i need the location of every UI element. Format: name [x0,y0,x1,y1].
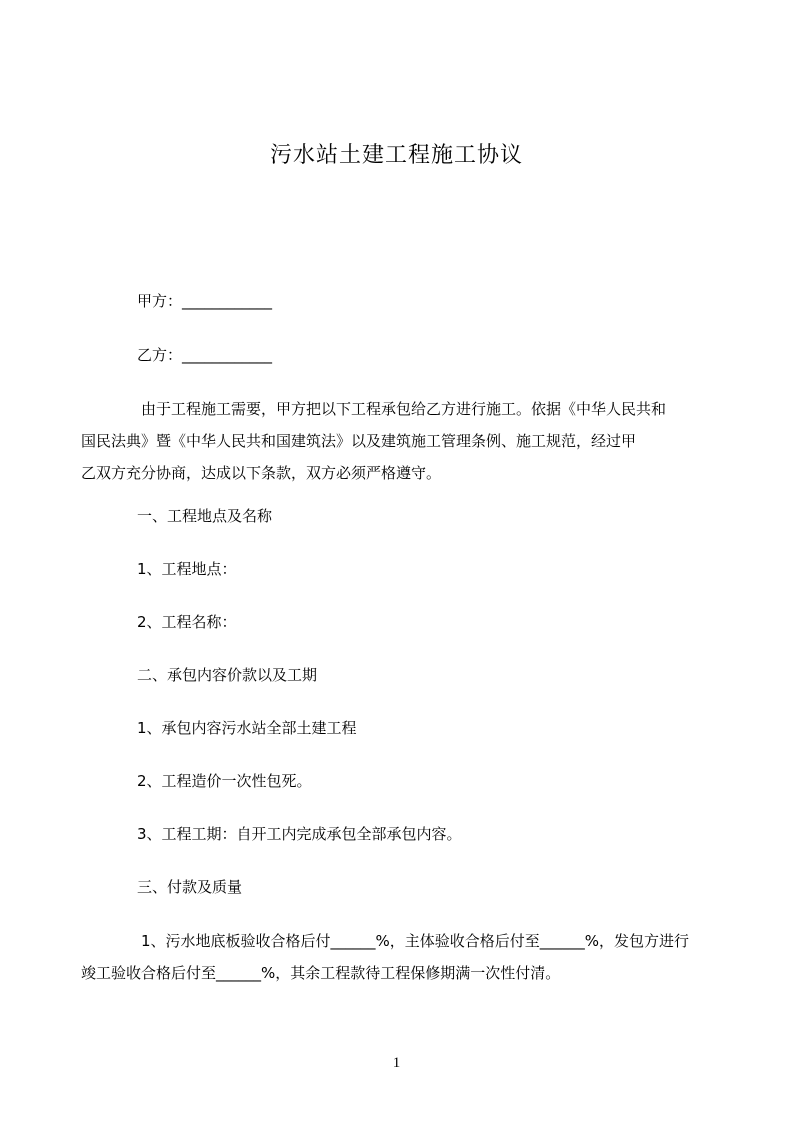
page-number: 1 [392,1055,401,1071]
item-project-name: 2、工程名称： [137,613,237,631]
intro-line-1: 由于工程施工需要，甲方把以下工程承包给乙方进行施工。依据《中华人民共和 [141,400,667,418]
item-cost: 2、工程造价一次性包死。 [137,772,312,790]
intro-paragraph [81,393,712,489]
section-2-heading: 二、承包内容价款以及工期 [137,666,318,684]
item-scope: 1、承包内容污水站全部土建工程 [137,719,357,737]
payment-line-2: 竣工验收合格后付至______%，其余工程款待工程保修期满一次性付清。 [81,964,561,982]
intro-line-2: 国民法典》暨《中华人民共和国建筑法》以及建筑施工管理条例、施工规范，经过甲 [81,432,637,450]
section-1-heading: 一、工程地点及名称 [137,507,273,525]
item-duration: 3、工程工期：自开工内完成承包全部承包内容。 [137,825,462,843]
section-3-heading: 三、付款及质量 [137,878,243,896]
party-b-line: 乙方：____________ [137,346,273,364]
document-title: 污水站土建工程施工协议 [269,143,523,168]
party-a-line: 甲方：____________ [137,292,273,310]
payment-line-1: 1、污水地底板验收合格后付______%，主体验收合格后付至______%，发包方进行 [141,932,690,950]
payment-paragraph [81,925,712,989]
item-location: 1、工程地点： [137,560,237,578]
intro-line-3: 乙双方充分协商，达成以下条款，双方必须严格遵守。 [81,464,442,482]
